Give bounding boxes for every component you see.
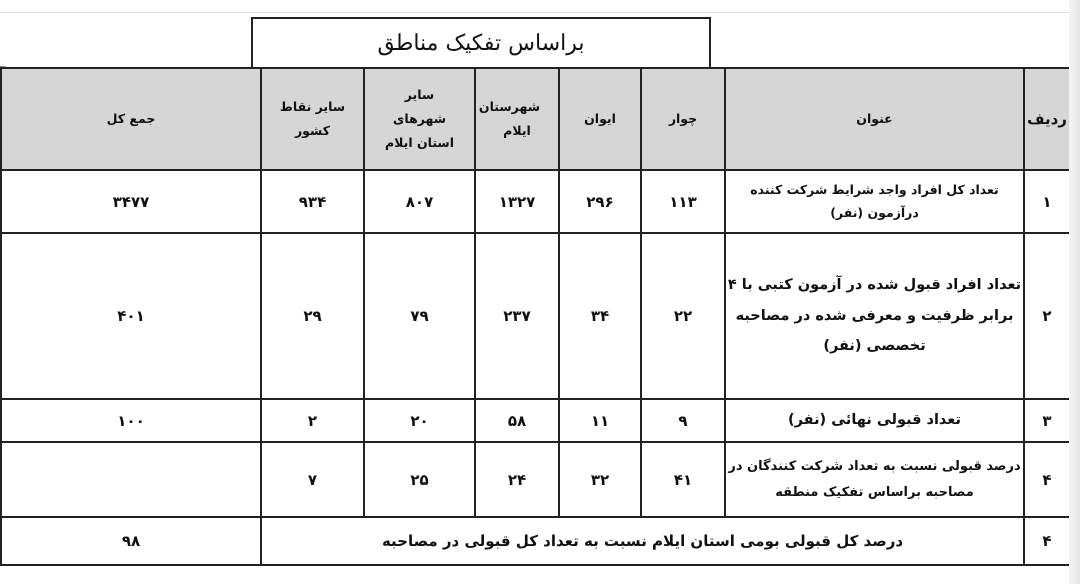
- col-header-other-country: سایر نقاط کشور: [261, 68, 364, 170]
- cell-other-country: ۲۹: [261, 233, 364, 399]
- cell-other-cities: ۷۹: [364, 233, 475, 399]
- cell-chavar: ۴۱: [641, 442, 725, 517]
- table-row: [1, 442, 1070, 517]
- cell-other-cities: ۸۰۷: [364, 170, 475, 233]
- cell-total: [1, 442, 261, 517]
- table-row: [1, 233, 1070, 399]
- col-header-chavar: چوار: [641, 68, 725, 170]
- table-row: [1, 170, 1070, 233]
- col-header-ilam-city: شهرستان ایلام: [475, 68, 559, 170]
- table-title: براساس تفکیک مناطق: [251, 17, 711, 67]
- cell-chavar: ۹: [641, 399, 725, 442]
- cell-eyvan: ۳۲: [559, 442, 641, 517]
- row-title: درصد قبولی نسبت به تعداد شرکت کنندگان در مصاحبه براساس تفکیک منطقه: [725, 442, 1024, 517]
- summary-total: ۹۸: [1, 517, 261, 565]
- cell-eyvan: ۲۹۶: [559, 170, 641, 233]
- cell-chavar: ۱۱۳: [641, 170, 725, 233]
- row-title: تعداد کل افراد واجد شرایط شرکت کننده درآزمون (نفر): [725, 170, 1024, 233]
- col-header-radif: ردیف: [1024, 68, 1070, 170]
- cell-ilam-city: ۱۳۲۷: [475, 170, 559, 233]
- cell-total: ۴۰۱: [1, 233, 261, 399]
- row-number: ۳: [1024, 399, 1070, 442]
- right-edge: [1069, 0, 1080, 584]
- col-header-title: عنوان: [725, 68, 1024, 170]
- summary-row: [1, 517, 1070, 565]
- cell-ilam-city: ۵۸: [475, 399, 559, 442]
- top-divider: [0, 12, 1080, 13]
- cell-other-cities: ۲۵: [364, 442, 475, 517]
- col-header-total: جمع کل: [1, 68, 261, 170]
- cell-total: ۳۴۷۷: [1, 170, 261, 233]
- row-number: ۴: [1024, 517, 1070, 565]
- cell-other-cities: ۲۰: [364, 399, 475, 442]
- cell-ilam-city: ۲۴: [475, 442, 559, 517]
- cell-ilam-city: ۲۳۷: [475, 233, 559, 399]
- row-number: ۱: [1024, 170, 1070, 233]
- cell-eyvan: ۱۱: [559, 399, 641, 442]
- row-number: ۴: [1024, 442, 1070, 517]
- cell-other-country: ۹۳۴: [261, 170, 364, 233]
- table-row: [1, 399, 1070, 442]
- row-title: تعداد قبولی نهائی (نفر): [725, 399, 1024, 442]
- row-number: ۲: [1024, 233, 1070, 399]
- results-table: [0, 67, 1071, 566]
- col-header-eyvan: ایوان: [559, 68, 641, 170]
- cell-other-country: ۷: [261, 442, 364, 517]
- row-title: تعداد افراد قبول شده در آزمون کتبی با ۴ برابر ظرفیت و معرفی شده در مصاحبه تخصصی (نفر): [725, 233, 1024, 399]
- cell-total: ۱۰۰: [1, 399, 261, 442]
- cell-other-country: ۲: [261, 399, 364, 442]
- summary-text: درصد کل قبولی بومی استان ایلام نسبت به تعداد کل قبولی در مصاحبه: [261, 517, 1024, 565]
- cell-eyvan: ۳۴: [559, 233, 641, 399]
- header-row: [1, 68, 1070, 170]
- cell-chavar: ۲۲: [641, 233, 725, 399]
- col-header-other-cities: سایر شهرهای استان ایلام: [364, 68, 475, 170]
